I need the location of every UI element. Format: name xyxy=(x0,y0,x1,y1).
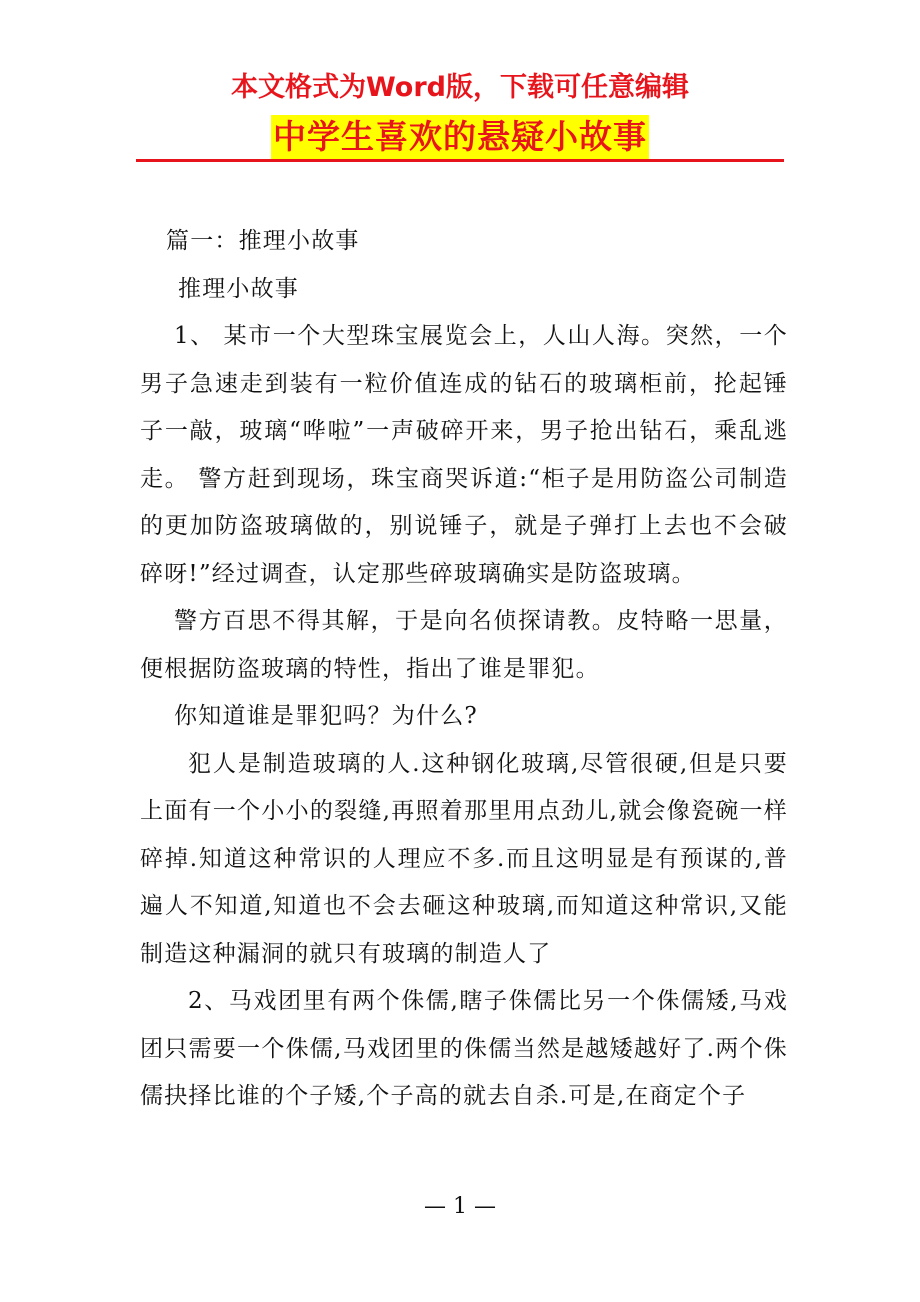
section-heading: 篇一：推理小故事 xyxy=(166,228,360,254)
story-heading: 推理小故事 xyxy=(178,275,299,302)
format-notice-banner: 本文格式为Word版，下载可任意编辑 xyxy=(230,72,689,103)
story-paragraph-1: 1、 某市一个大型珠宝展览会上，人山人海。突然，一个男子急速走到装有一粒价值连成的钻石的玻璃柜前，抡起锤子一敲，玻璃“哗啦”一声破碎开来，男子抢出钻石，乘乱逃走。 警方赶到现场，珠宝商哭诉道:“柜子是用防盗公司制造的更加防盗玻璃做的，别说锤子，就是子弹打上去也不会破碎呀!”经过调查，认定那些碎玻璃确实是防盗玻璃。 xyxy=(140,323,788,587)
story-paragraph-2: 警方百思不得其解，于是向名侦探请教。皮特略一思量，便根据防盗玻璃的特性，指出了谁是罪犯。 xyxy=(140,608,788,682)
title-container xyxy=(0,115,920,159)
answer-paragraph: 犯人是制造玻璃的人.这种钢化玻璃,尽管很硬,但是只要上面有一个小小的裂缝,再照着那里用点劲儿,就会像瓷碗一样碎掉.知道这种常识的人理应不多.而且这明显是有预谋的,普遍人不知道,知道也不会去砸这种玻璃,而知道这种常识,又能制造这种漏洞的就只有玻璃的制造人了 xyxy=(140,750,788,967)
title-divider xyxy=(136,159,784,162)
story-paragraph-3: 2、马戏团里有两个侏儒,瞎子侏儒比另一个侏儒矮,马戏团只需要一个侏儒,马戏团里的侏儒当然是越矮越好了.两个侏儒抉择比谁的个子矮,个子高的就去自杀.可是,在商定个子 xyxy=(140,988,788,1109)
page-number: — 1 — xyxy=(424,1194,496,1219)
document-body xyxy=(140,218,788,1121)
question-paragraph: 你知道谁是罪犯吗？为什么? xyxy=(174,703,478,729)
document-title: 中学生喜欢的悬疑小故事 xyxy=(271,115,649,159)
